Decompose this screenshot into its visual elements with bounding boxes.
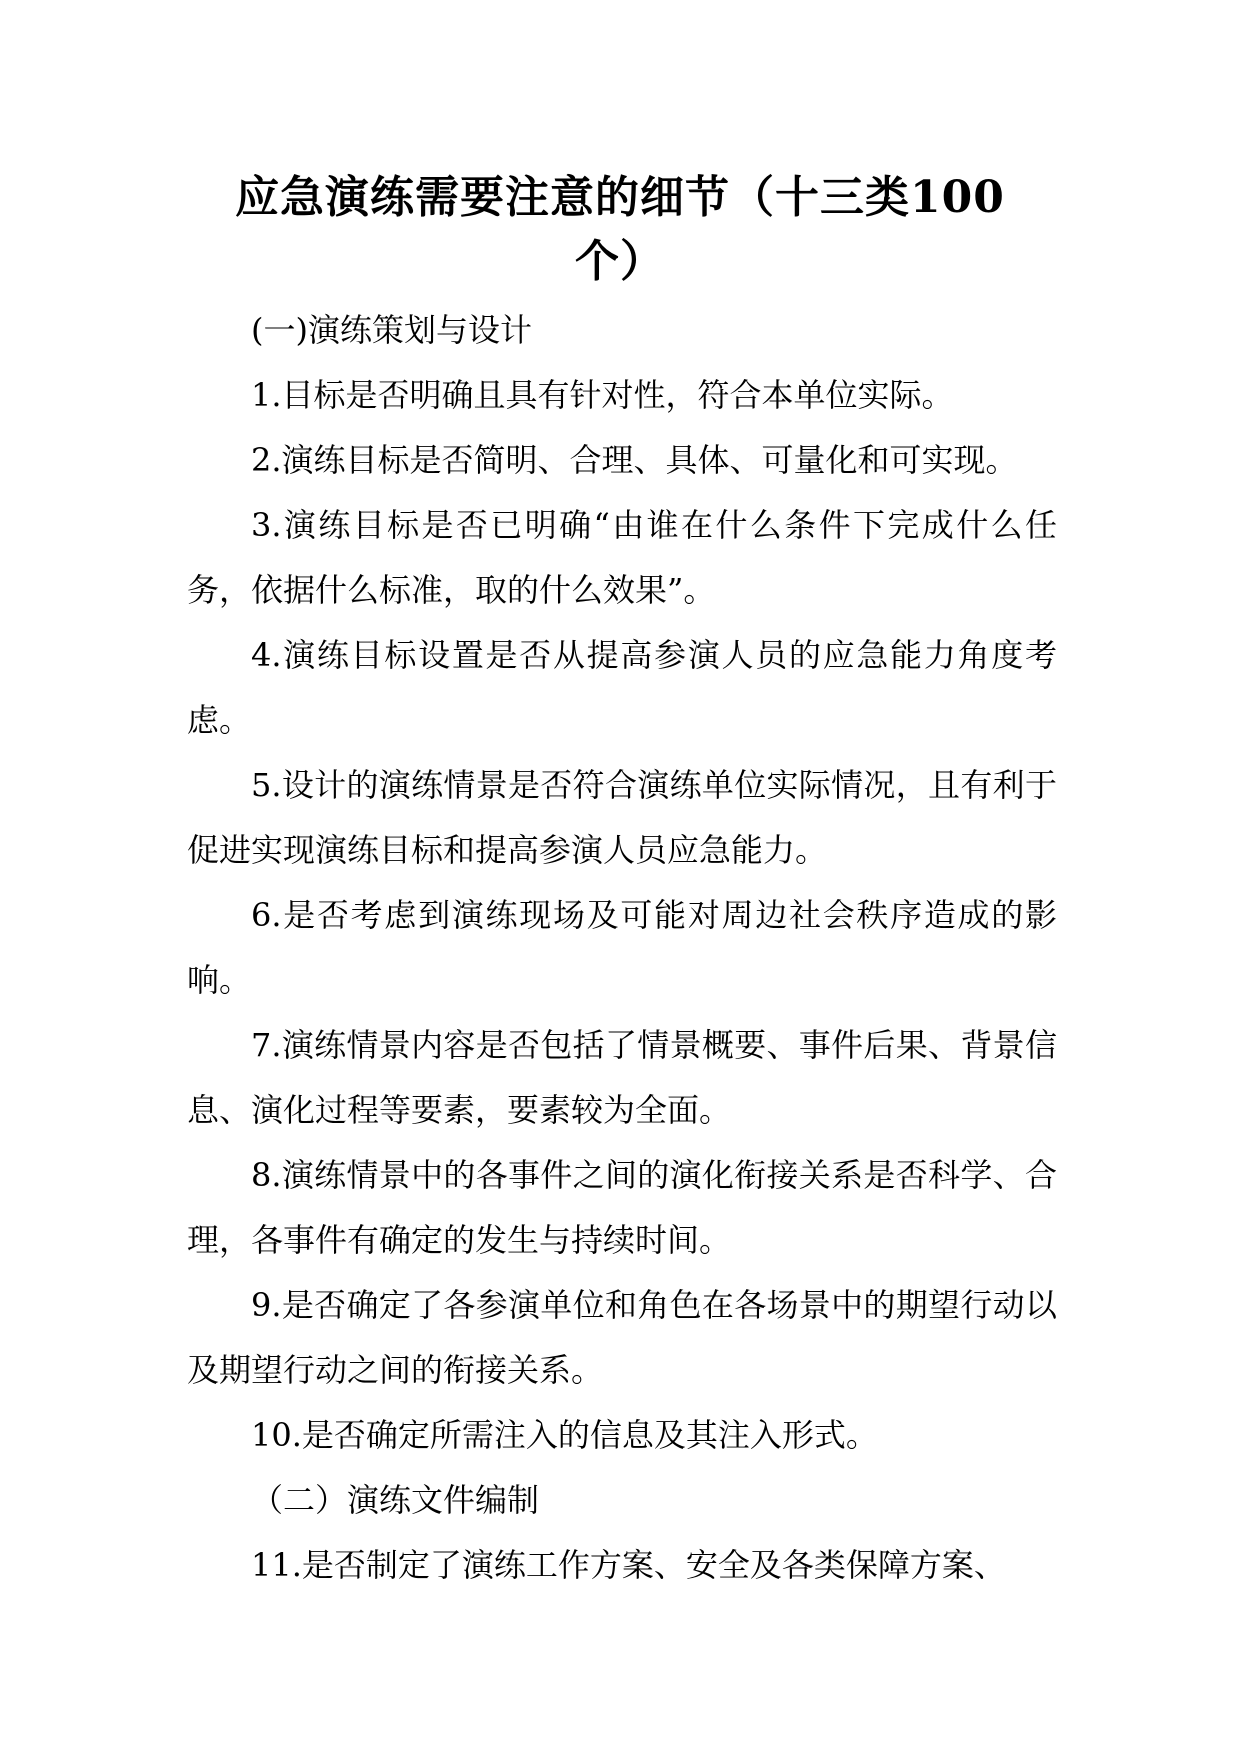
paragraph-item-6: 6.是否考虑到演练现场及可能对周边社会秩序造成的影响。 [187,896,1057,999]
paragraph-item-1: 1.目标是否明确且具有针对性，符合本单位实际。 [251,376,954,414]
paragraph-item-7: 7.演练情景内容是否包括了情景概要、事件后果、背景信息、演化过程等要素，要素较为全面。 [187,1026,1057,1129]
section-heading-2: （二）演练文件编制 [251,1481,540,1519]
paragraph-item-5: 5.设计的演练情景是否符合演练单位实际情况，且有利于促进实现演练目标和提高参演人员应急能力。 [187,766,1057,869]
paragraph-item-2: 2.演练目标是否简明、合理、具体、可量化和可实现。 [251,441,1018,479]
document-title: 应急演练需要注意的细节（十三类100个） [235,172,1005,287]
section-heading-1: (一)演练策划与设计 [251,311,532,349]
paragraph-item-10: 10.是否确定所需注入的信息及其注入形式。 [251,1416,878,1454]
document-body [187,298,1057,1598]
paragraph-item-4: 4.演练目标设置是否从提高参演人员的应急能力角度考虑。 [187,636,1057,739]
paragraph-item-11: 11.是否制定了演练工作方案、安全及各类保障方案、 [251,1546,1006,1584]
paragraph-item-3: 3.演练目标是否已明确“由谁在什么条件下完成什么任务，依据什么标准，取的什么效果”。 [187,506,1057,609]
paragraph-item-9: 9.是否确定了各参演单位和角色在各场景中的期望行动以及期望行动之间的衔接关系。 [187,1286,1057,1389]
paragraph-item-8: 8.演练情景中的各事件之间的演化衔接关系是否科学、合理，各事件有确定的发生与持续时间。 [187,1156,1057,1259]
